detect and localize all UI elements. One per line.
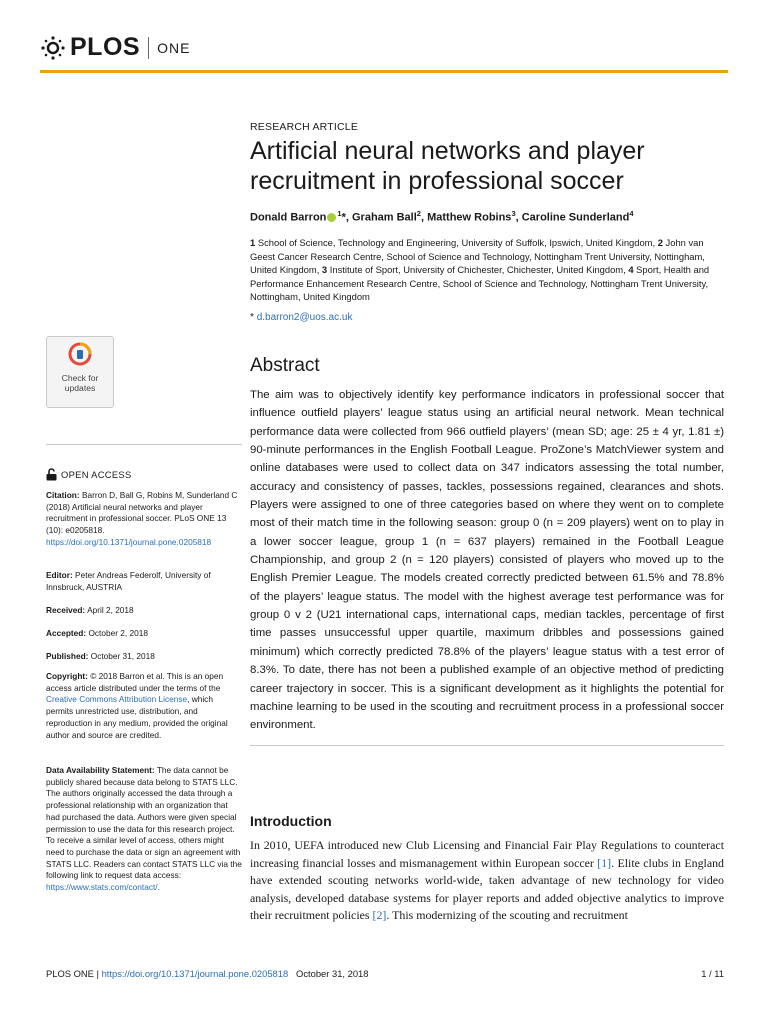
- affil-num: 2: [657, 237, 663, 248]
- page-footer: [46, 968, 724, 979]
- author-affil-sup: 3: [511, 209, 516, 218]
- footer-date: October 31, 2018: [296, 968, 369, 979]
- brand-divider: [148, 37, 149, 59]
- copyright: [46, 671, 242, 741]
- copyright-text: , which permits unrestricted use, distribution, and reproduction in any medium, provided the original author and source are credited.: [46, 694, 228, 740]
- sidebar-rule: [46, 444, 242, 445]
- reference-link[interactable]: [2]: [372, 908, 387, 922]
- abstract-text: The aim was to objectively identify key performance indicators in professional soccer that influence outfield players’ league status using an artificial neural network. Mean technical performance data were collected from 966 outfield players’ (mean SD; age: 25 ± 4 yr, 1.81 ±) 90-minute performances in the English Football League. ProZone’s MatchViewer system and online databases were used to collect data on 347 indicators assessing the total number, accuracy and consistency of passes, tackles, possessions regained, clearances and shots. Players were assigned to one of three categories based on where they went on to complete most of their match time in the following season: group 0 (n = 209 players) went on to play in a lower soccer league, group 1 (n = 637 players) remained in the Football League Championship, and group 2 (n = 120 players) consisted of players who moved up to the English Premier League. The models created correctly predicted between 61.5% and 78.8% of the players’ league status. The model with the highest average test performance was for group 0 v 2 (U21 international caps, international caps, median tackles, percentage of first time passes unsuccessful upper quartile, maximum dribbles and possessions gained minimum) which correctly predicted 78.8% of the players’ league status with a test error of 8.3%. To date, there has not been a published example of an objective method of predicting career trajectory in soccer. This is a significant development as it highlights the potential for machine learning to be used in the scouting and recruitment process in a professional soccer environment.: [250, 389, 724, 732]
- affil-text: Institute of Sport, University of Chichester, Chichester, United Kingdom,: [329, 264, 626, 276]
- introduction-text: [250, 837, 724, 925]
- accepted-value: October 2, 2018: [88, 628, 148, 638]
- data-availability-end: .: [157, 882, 160, 893]
- corresponding-email: [250, 312, 352, 323]
- data-availability-label: Data Availability Statement:: [46, 765, 155, 775]
- copyright-label: Copyright:: [46, 671, 88, 681]
- affiliations: [250, 236, 724, 304]
- corresponding-mark: *: [341, 211, 346, 224]
- affil-num: 3: [321, 264, 328, 276]
- author-affil-sup: 4: [629, 209, 634, 218]
- reference-link[interactable]: [1]: [597, 855, 612, 870]
- check-for-updates-label: Check for: [61, 373, 99, 383]
- email-link[interactable]: d.barron2@uos.ac.uk: [256, 312, 353, 323]
- affil-num: 4: [628, 264, 634, 276]
- page-number: 1 / 11: [701, 968, 724, 979]
- open-access-label: OPEN ACCESS: [61, 469, 132, 480]
- author-name[interactable]: Donald Barron: [250, 211, 327, 224]
- journal-name: ONE: [157, 39, 191, 56]
- received-value: April 2, 2018: [87, 605, 134, 615]
- orcid-icon[interactable]: [327, 213, 336, 222]
- received-date: [46, 605, 242, 617]
- affil-text: John van Geest Cancer Research Centre, School of Science and Technology, Nottingham Trent University, Nottingham, United Kingdom,: [250, 237, 705, 276]
- editor: [46, 570, 242, 593]
- affil-num: 1: [250, 237, 256, 248]
- data-availability: [46, 765, 242, 894]
- article-type: RESEARCH ARTICLE: [250, 121, 359, 133]
- editor-text: Peter Andreas Federolf, University of Innsbruck, AUSTRIA: [46, 570, 211, 592]
- footer-doi-link[interactable]: https://doi.org/10.1371/journal.pone.0205818: [101, 968, 289, 979]
- introduction-heading: Introduction: [250, 813, 332, 829]
- open-lock-icon: [46, 468, 57, 481]
- intro-text: . This modernizing of the scouting and recruitment: [386, 908, 628, 922]
- license-link[interactable]: Creative Commons Attribution License: [46, 694, 188, 705]
- check-for-updates-button[interactable]: [46, 336, 114, 408]
- citation-text: Barron D, Ball G, Robins M, Sunderland C (2018) Artificial neural networks and player recruitment in professional soccer. PLoS ONE 13 (10): e0205818.: [46, 490, 238, 536]
- citation-label: Citation:: [46, 490, 80, 500]
- author-list: Donald Barron $^1$*, Graham Ball$^2$, Matthew Robins$^3$, Caroline Sunderland$^4$: [250, 209, 634, 224]
- published-date: [46, 651, 242, 663]
- stats-contact-link[interactable]: https://www.stats.com/contact/: [46, 882, 158, 893]
- plos-logo[interactable]: [40, 33, 190, 62]
- plos-logo-icon: [40, 35, 66, 61]
- check-for-updates-icon: [68, 342, 92, 366]
- article-title: Artificial neural networks and player recruitment in professional soccer: [250, 137, 645, 195]
- copyright-text: © 2018 Barron et al. This is an open access article distributed under the terms of the: [46, 671, 224, 693]
- intro-text: In 2010, UEFA introduced new Club Licensing and Financial Fair Play Regulations to counteract increasing financial losses and mismanagement within European soccer: [250, 838, 724, 870]
- published-value: October 31, 2018: [90, 651, 155, 661]
- open-access-badge: [46, 468, 132, 481]
- intro-text: . Elite clubs in England have extended scouting networks world-wide, taken advantage of new technology for video analysis, developed database systems for player reports and added objective analytics to improve their recruitment policies: [250, 855, 724, 922]
- author-affil-sup: 2: [416, 209, 421, 218]
- citation-doi-link[interactable]: https://doi.org/10.1371/journal.pone.0205818: [46, 536, 212, 547]
- footer-journal: PLOS ONE: [46, 968, 94, 979]
- author-name[interactable]: Matthew Robins: [427, 211, 512, 224]
- affil-text: School of Science, Technology and Engineering, University of Suffolk, Ipswich, United Kingdom,: [257, 237, 656, 248]
- author-affil-sup: 1: [337, 209, 342, 218]
- abstract-heading: Abstract: [250, 355, 320, 376]
- citation: [46, 490, 242, 549]
- published-label: Published:: [46, 651, 89, 661]
- header-rule: [40, 70, 728, 73]
- author-name[interactable]: Caroline Sunderland: [521, 211, 630, 224]
- data-availability-text: The data cannot be publicly shared because data belong to STATS LLC. The authors originally accessed the data through a professional relationship with an organization that had purchased the data. Authors were given special permission to use the data for this research project. To receive a similar level of access, others might need to purchase the data or sign an agreement with STATS LLC. Readers can contact STATS LLC via the following link to request data access:: [46, 765, 242, 881]
- affil-text: Sport, Health and Performance Enhancement Research Centre, School of Science and Technology, Nottingham Trent University, Nottingham, United Kingdom: [250, 264, 710, 303]
- corresponding-mark: *: [250, 312, 254, 323]
- abstract-rule: [250, 745, 724, 746]
- accepted-label: Accepted:: [46, 628, 87, 638]
- footer-separator: |: [93, 968, 102, 979]
- received-label: Received:: [46, 605, 86, 615]
- footer-citation: [46, 968, 368, 979]
- check-for-updates-label: updates: [64, 382, 96, 393]
- editor-label: Editor:: [46, 570, 73, 580]
- brand-name: PLOS: [70, 33, 141, 61]
- author-name[interactable]: Graham Ball: [351, 211, 417, 224]
- accepted-date: [46, 628, 242, 640]
